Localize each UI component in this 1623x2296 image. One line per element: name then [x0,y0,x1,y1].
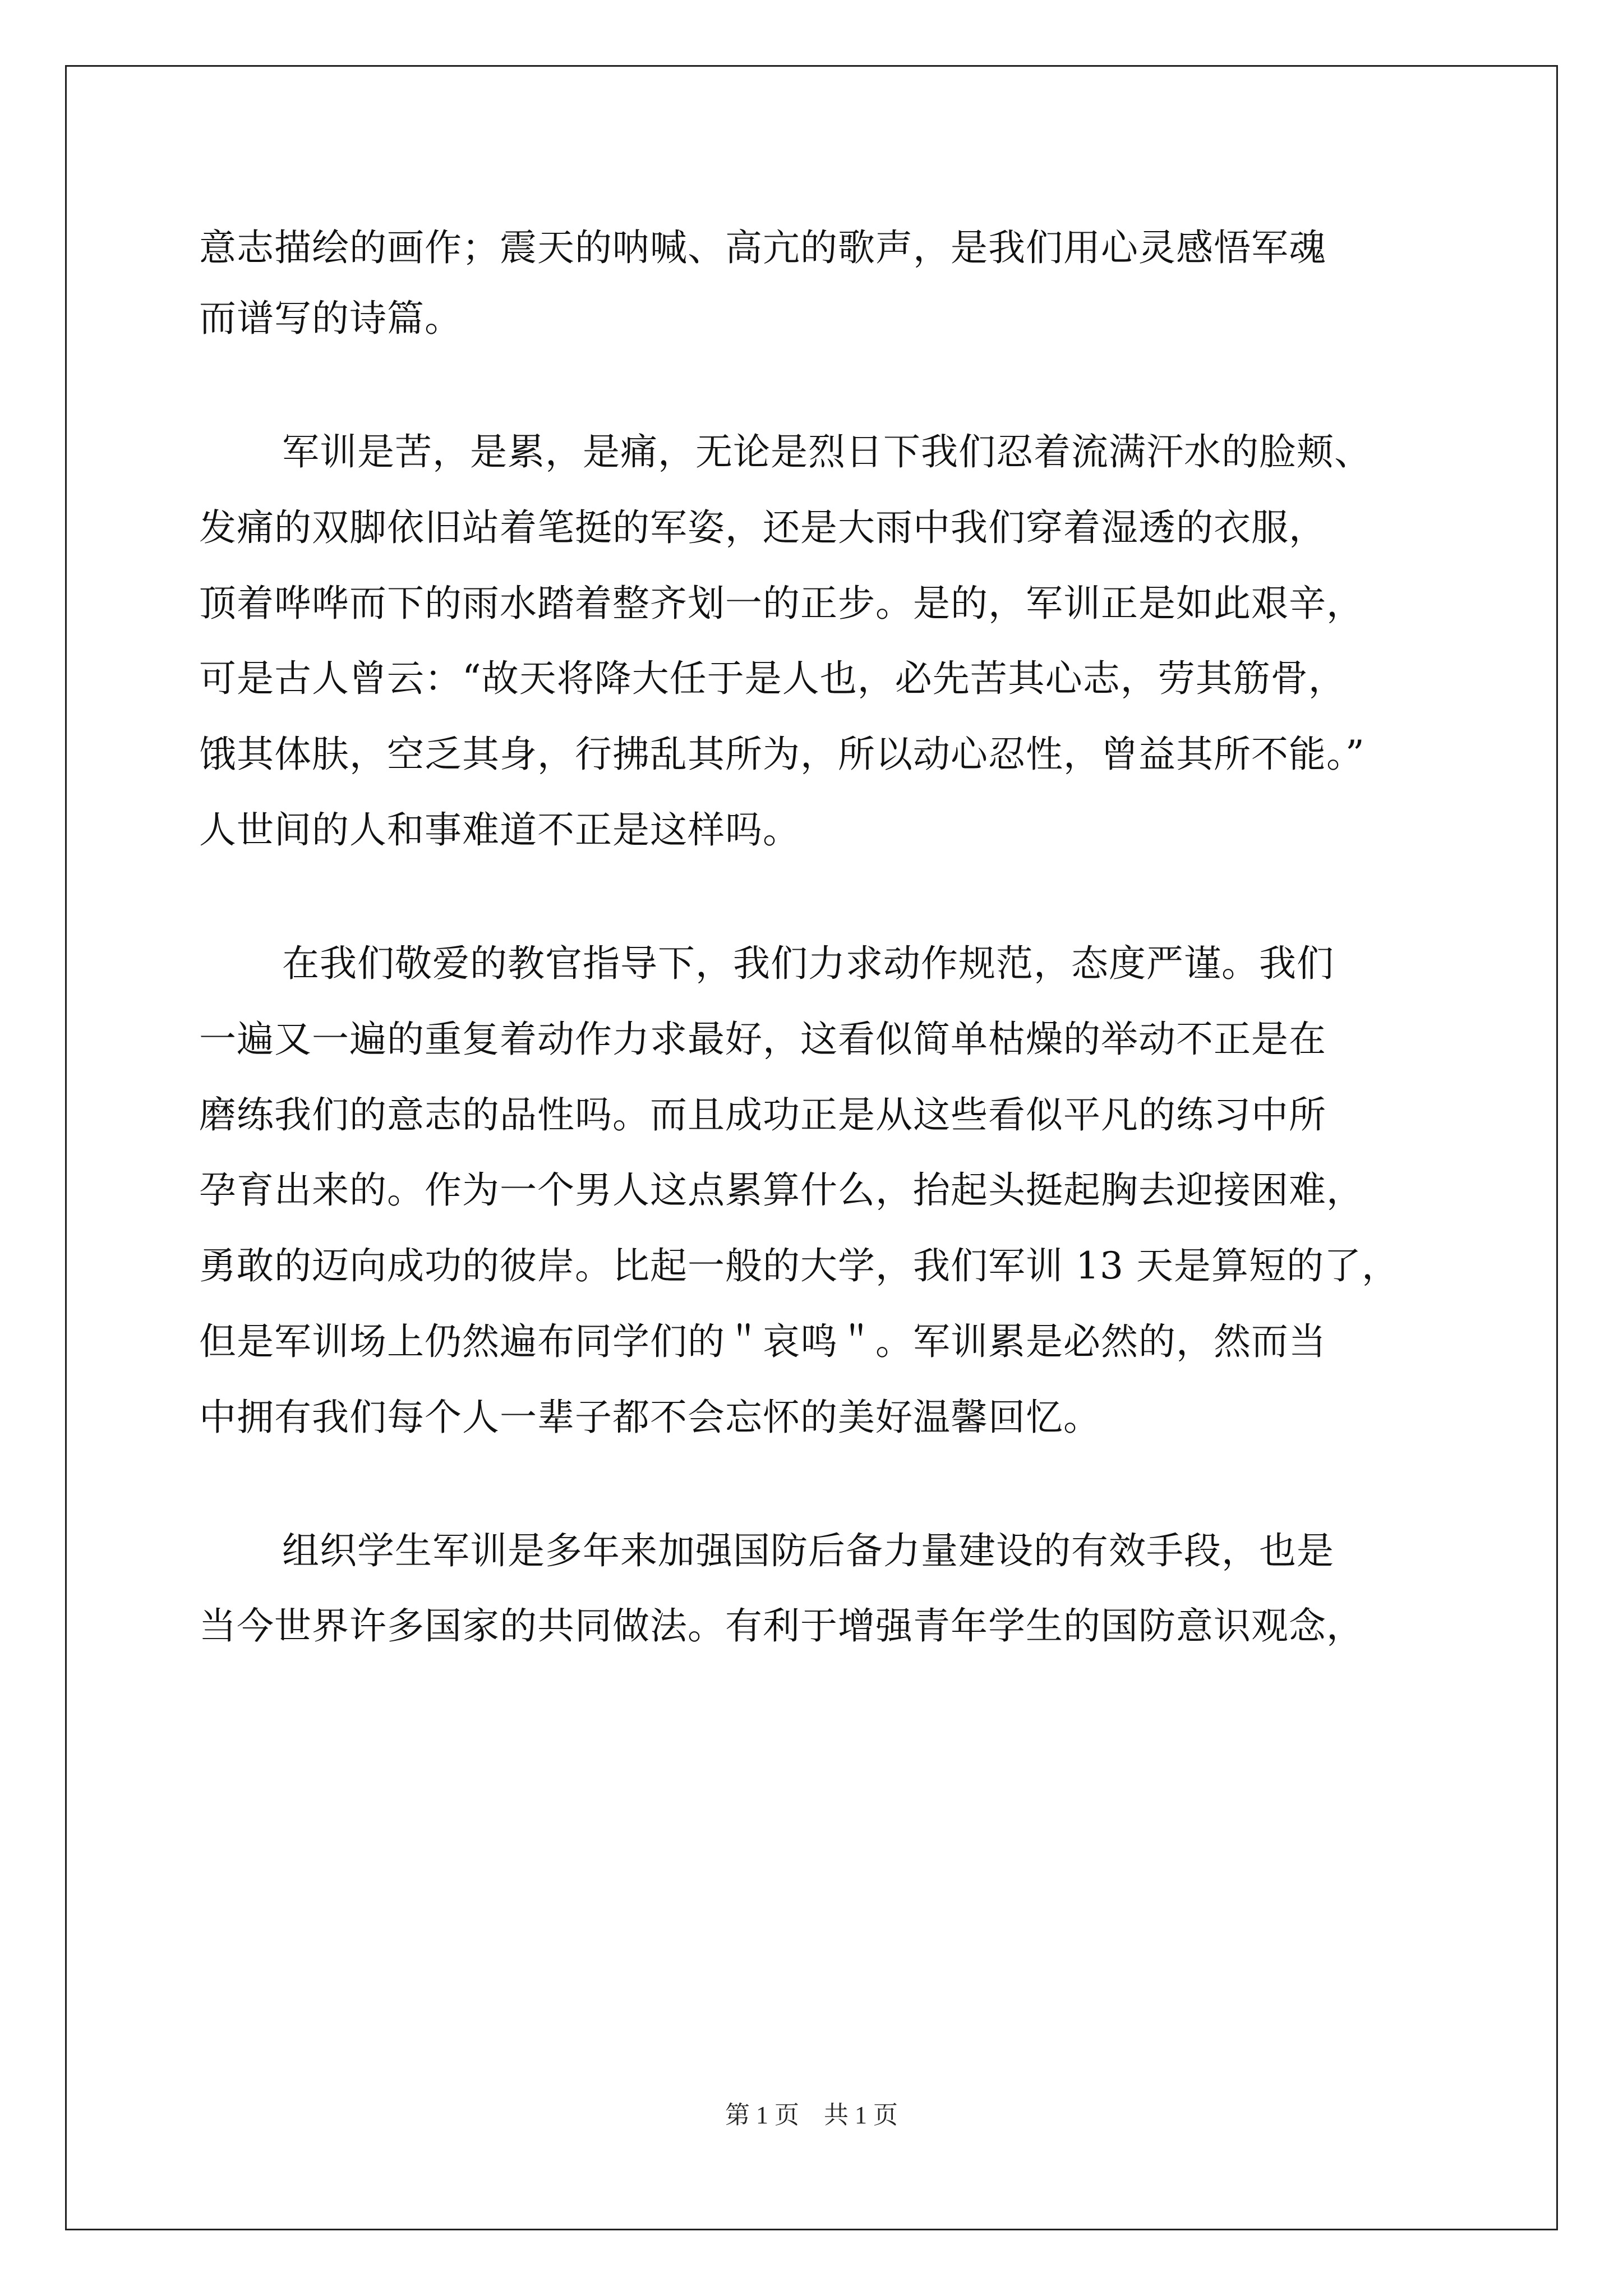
text-line: 当今世界许多国家的共同做法。有利于增强青年学生的国防意识观念， [199,1604,1364,1648]
text-line: 饿其体肤，空乏其身，行拂乱其所为，所以动心忍性，曾益其所不能。” [199,733,1365,776]
text-line: 磨练我们的意志的品性吗。而且成功正是从这些看似平凡的练习中所 [199,1093,1326,1137]
text-line: 可是古人曾云：“故天将降大任于是人也，必先苦其心志，劳其筋骨， [199,657,1346,700]
text-line: 但是军训场上仍然遍布同学们的＂哀鸣＂。军训累是必然的，然而当 [199,1320,1326,1363]
text-line: 人世间的人和事难道不正是这样吗。 [199,808,800,852]
text-line: 勇敢的迈向成功的彼岸。比起一般的大学，我们军训 13 天是算短的了， [199,1244,1399,1287]
text-line: 意志描绘的画作；震天的呐喊、高亢的歌声，是我们用心灵感悟军魂 [199,226,1326,269]
text-line: 孕育出来的。作为一个男人这点累算什么，抬起头挺起胸去迎接困难， [199,1168,1364,1212]
text-line: 发痛的双脚依旧站着笔挺的军姿，还是大雨中我们穿着湿透的衣服， [199,506,1326,549]
text-line: 一遍又一遍的重复着动作力求最好，这看似简单枯燥的举动不正是在 [199,1018,1326,1061]
text-line: 而谱写的诗篇。 [199,297,462,340]
text-line: 顶着哗哗而下的雨水踏着整齐划一的正步。是的，军训正是如此艰辛， [199,582,1364,625]
page-footer: 第 1 页 共 1 页 [725,2101,898,2129]
paragraph-start-line: 军训是苦，是累，是痛，无论是烈日下我们忍着流满汗水的脸颊、 [282,430,1372,473]
paragraph-start-line: 在我们敬爱的教官指导下，我们力求动作规范，态度严谨。我们 [282,942,1334,985]
paragraph-start-line: 组织学生军训是多年来加强国防后备力量建设的有效手段，也是 [282,1529,1334,1572]
text-line: 中拥有我们每个人一辈子都不会忘怀的美好温馨回忆。 [199,1396,1101,1439]
page-border [65,65,1558,2230]
